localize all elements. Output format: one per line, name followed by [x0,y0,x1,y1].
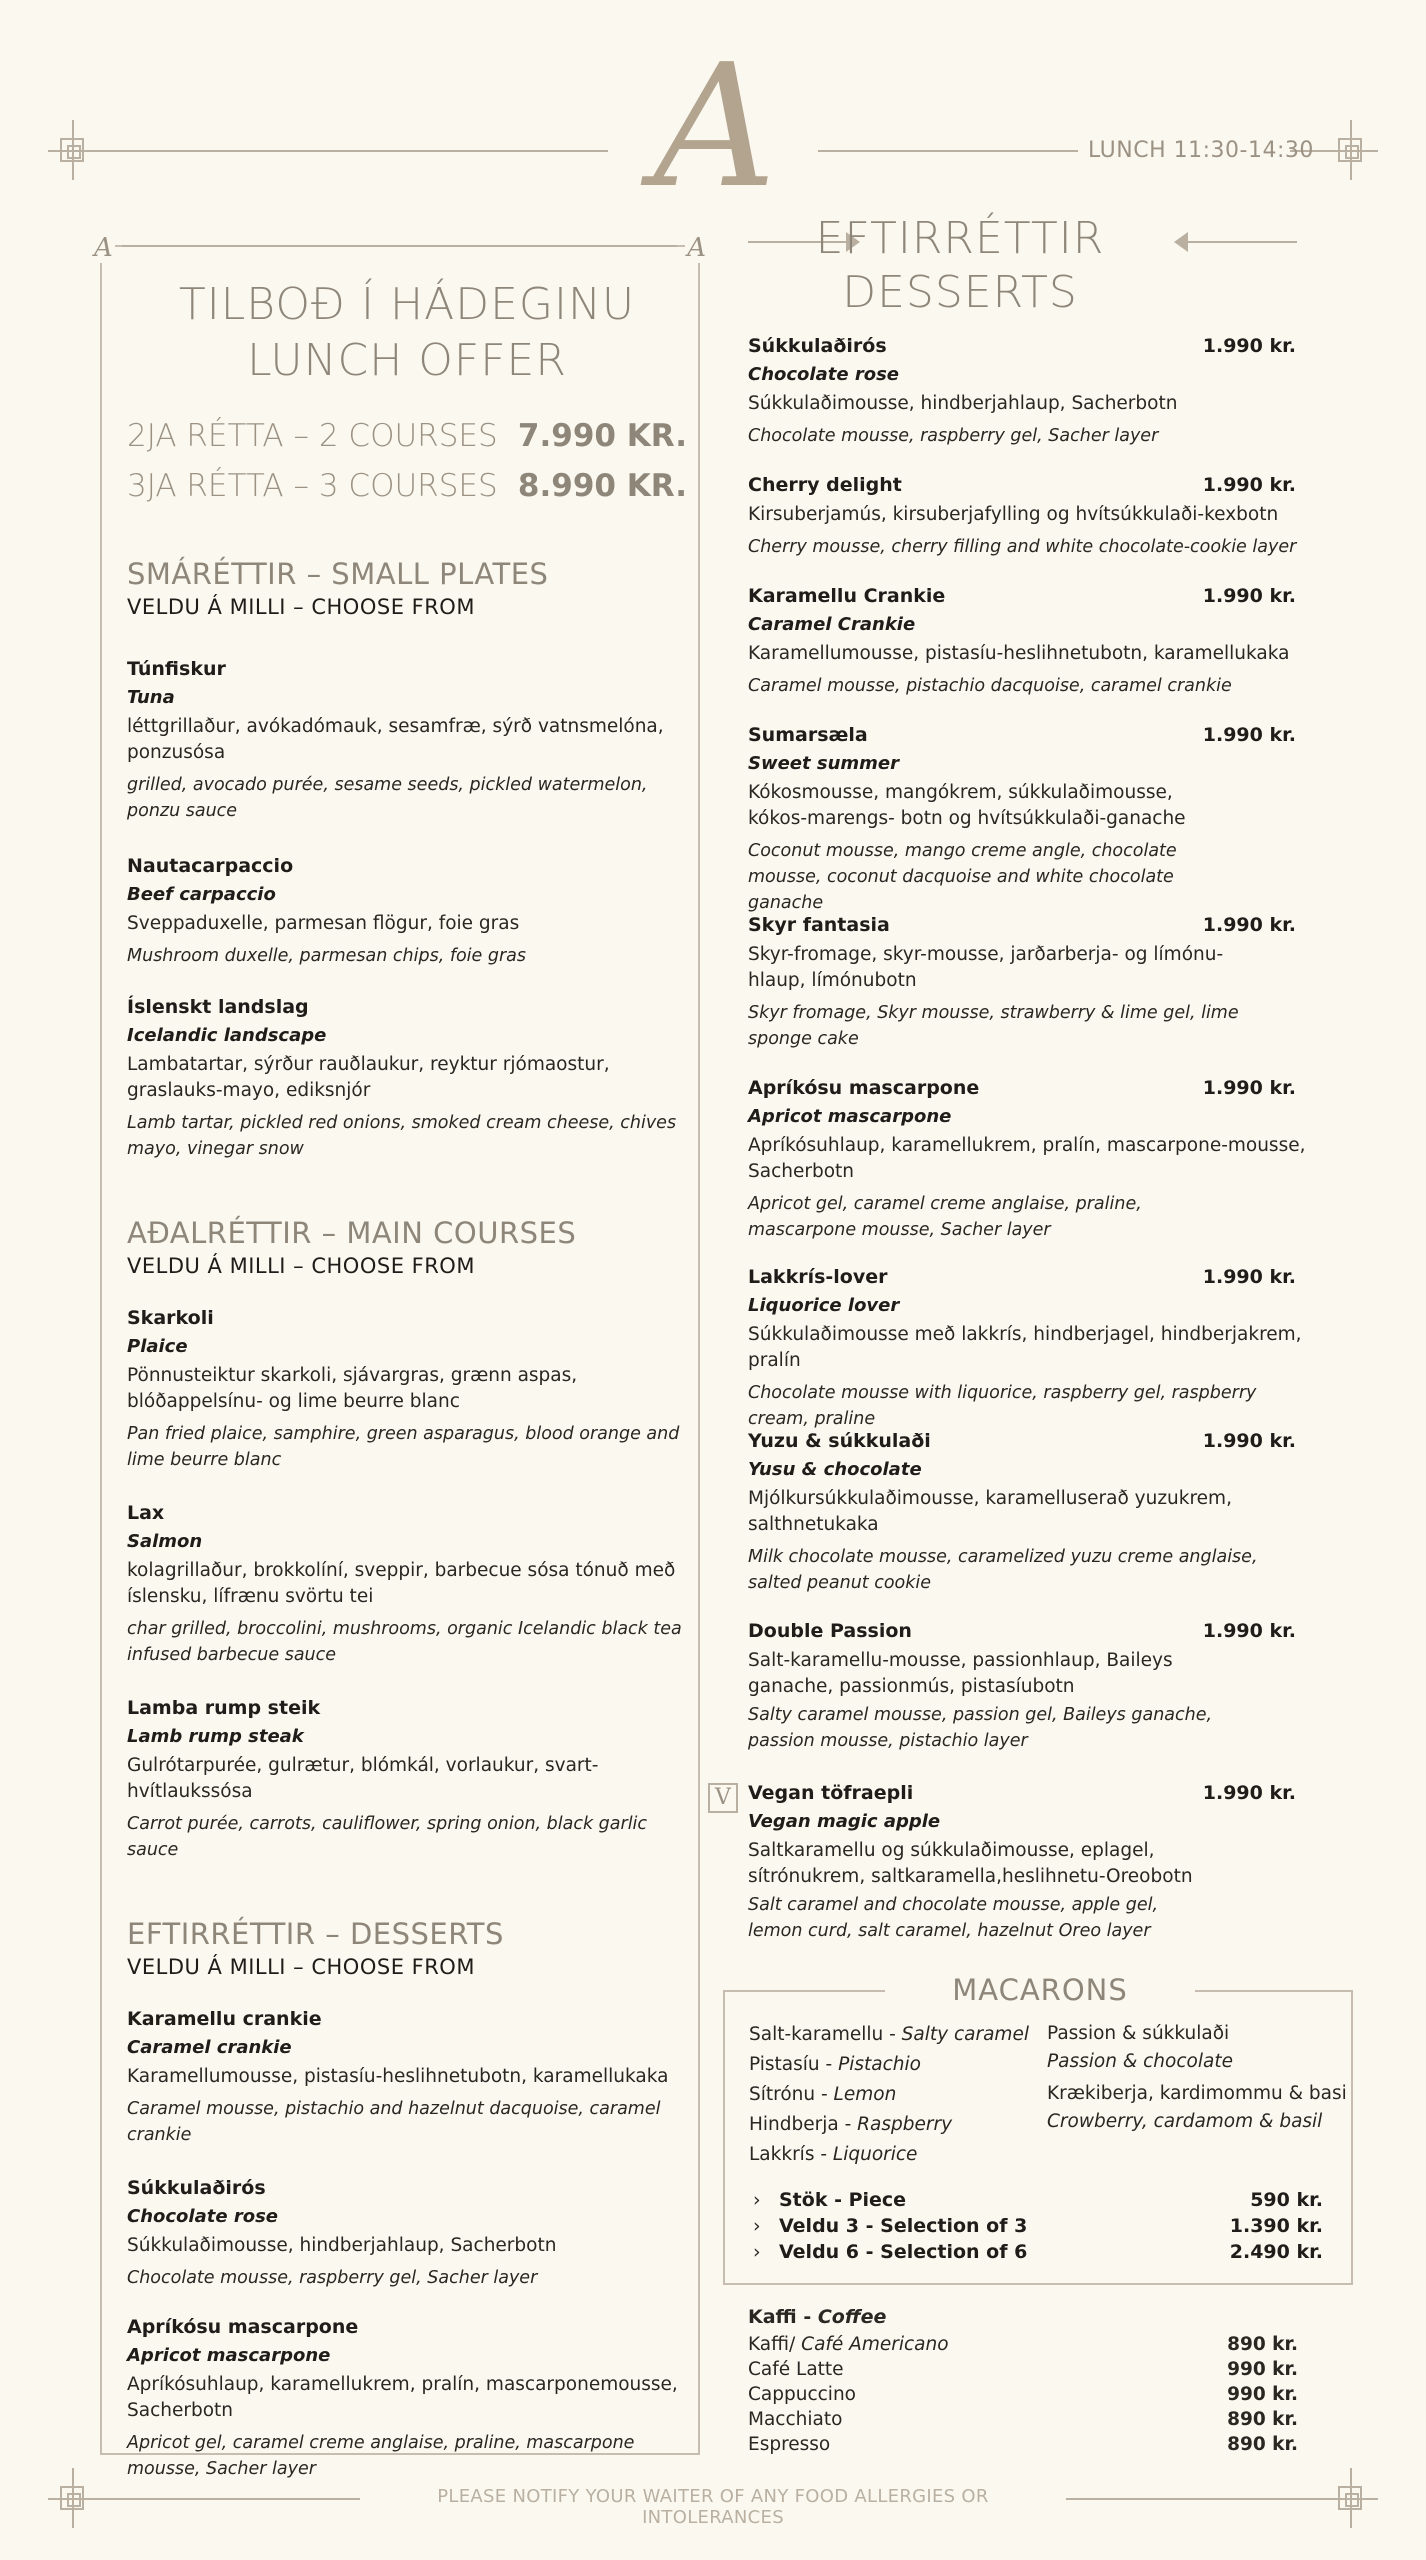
dish-desc: Saltkaramellu og súkkulaðimousse, eplagel, sítrónukrem, saltkaramella,heslihnetu-Oreobotn [748,1840,1193,1887]
dish-item [127,1304,687,1473]
price-option-two-courses [127,411,687,461]
dish-en-name: Apricot mascarpone [748,1106,952,1127]
coffee-title-en: Coffee [817,2306,887,2328]
dish-name: Skarkoli [127,1307,214,1329]
flavour-en: Liquorice [832,2144,918,2165]
dish-desc: Lambatartar, sýrður rauðlaukur, reyktur rjómaostur, graslauks-mayo, ediksnjór [127,1054,610,1101]
dish-en-desc: Apricot gel, caramel creme anglaise, praline, mascarpone mousse, Sacher layer [127,2433,635,2479]
price-value: 590 kr. [1250,2189,1323,2211]
chevron-right-icon: › [753,2241,761,2263]
coffee-item [748,2332,1298,2357]
dish-en-desc: Pan fried plaice, samphire, green asparagus, blood orange and lime beurre blanc [127,1424,680,1470]
coffee-item [748,2432,1298,2457]
flavour-is: Passion & súkkulaði [1047,2023,1230,2044]
flavour-en: Salty caramel [901,2024,1029,2045]
dessert-item [748,471,1318,560]
dish-desc: Apríkósuhlaup, karamellukrem, pralín, mascarpone-mousse, Sacherbotn [748,1135,1306,1182]
dish-name: Karamellu crankie [127,2008,322,2030]
flavour-is: Krækiberja, kardimommu & basi [1047,2083,1347,2104]
dish-name: Apríkósu mascarpone [748,1077,980,1099]
dish-price: 1.990 kr. [1202,724,1296,746]
dish-en-desc: Skyr fromage, Skyr mousse, strawberry & lime gel, lime sponge cake [748,1003,1239,1049]
coffee-price: 990 kr. [1227,2359,1298,2380]
dish-price: 1.990 kr. [1202,1077,1296,1099]
dish-en-name: Plaice [127,1336,188,1357]
lunch-offer-title-en: LUNCH OFFER [247,335,567,386]
coffee-price: 890 kr. [1227,2334,1298,2355]
dish-en-desc: Mushroom duxelle, parmesan chips, foie gras [127,946,527,966]
dish-item [127,2313,687,2482]
dish-en-name: Caramel crankie [127,2037,292,2058]
flavour-separator: - [814,2144,833,2165]
flavour-separator: - [819,2054,839,2075]
dish-en-desc: grilled, avocado purée, sesame seeds, pickled watermelon, ponzu sauce [127,775,648,821]
coffee-name: Kaffi/ [748,2334,796,2355]
dish-en-name: Beef carpaccio [127,884,276,905]
lunch-offer-title-is: TILBOÐ Í HÁDEGINU [178,279,636,330]
dish-en-desc: Chocolate mousse with liquorice, raspberry gel, raspberry cream, praline [748,1383,1257,1429]
flavour-is: Pistasíu [749,2054,820,2075]
dish-item [127,1499,687,1668]
dish-en-desc: Carrot purée, carrots, cauliflower, spring onion, black garlic sauce [127,1814,648,1860]
dish-desc: Súkkulaðimousse með lakkrís, hindberjagel, hindberjakrem, pralín [748,1324,1302,1371]
macaron-flavour [749,2020,1029,2050]
flavour-is: Sítrónu [749,2084,816,2105]
arrow-left-icon [1174,232,1188,252]
dessert-item [748,1427,1318,1596]
dish-en-desc: Apricot gel, caramel creme anglaise, praline, mascarpone mousse, Sacher layer [748,1194,1142,1240]
macaron-flavour [749,2110,1029,2140]
flavour-separator: - [838,2114,858,2135]
price-option-label: 3JA RÉTTA – 3 COURSES [127,468,498,504]
price-option-label: 2JA RÉTTA – 2 COURSES [127,418,498,454]
dish-en-name: Sweet summer [748,753,900,774]
main-courses-heading: AÐALRÉTTIR – MAIN COURSES [127,1216,577,1250]
chevron-right-icon: › [753,2189,761,2211]
dessert-item [748,332,1318,449]
dish-name: Lakkrís-lover [748,1266,888,1288]
dish-price: 1.990 kr. [1202,1430,1296,1452]
price-label: Veldu 3 - Selection of 3 [779,2215,1028,2237]
dish-en-name: Liquorice lover [748,1295,900,1316]
dish-en-desc: Salty caramel mousse, passion gel, Baileys ganache, passion mousse, pistachio layer [748,1705,1213,1751]
header-rule-right [818,150,1078,152]
dish-desc: léttgrillaður, avókadómauk, sesamfræ, sýrð vatnsmelóna, ponzusósa [127,716,664,763]
dish-item [127,2005,687,2148]
desserts-title [810,212,1110,320]
dish-en-desc: Salt caramel and chocolate mousse, apple gel, lemon curd, salt caramel, hazelnut Oreo layer [748,1895,1159,1941]
coffee-name: Cappuccino [748,2384,856,2405]
flavour-en: Lemon [833,2084,897,2105]
dish-en-name: Caramel Crankie [748,614,916,635]
coffee-name: Café Latte [748,2359,844,2380]
dish-name: Karamellu Crankie [748,585,946,607]
macaron-flavour [749,2140,1029,2170]
dish-name: Íslenskt landslag [127,996,309,1018]
flavour-is: Salt-karamellu [749,2024,884,2045]
coffee-price: 890 kr. [1227,2409,1298,2430]
macaron-flavour [749,2050,1029,2080]
dish-name: Túnfiskur [127,658,226,680]
flavour-en: Raspberry [857,2114,953,2135]
dish-desc: Karamellumousse, pistasíu-heslihnetubotn, karamellukaka [127,2066,669,2087]
dish-name: Sumarsæla [748,724,868,746]
dish-desc: Karamellumousse, pistasíu-heslihnetubotn, karamellukaka [748,643,1290,664]
dish-item [127,993,687,1162]
coffee-section [748,2302,1298,2457]
dish-item [127,852,687,969]
dessert-item [748,721,1318,916]
dish-en-desc: Coconut mousse, mango creme angle, chocolate mousse, coconut dacquoise and white chocolate ganache [748,841,1177,913]
macaron-flavour [749,2080,1029,2110]
lunch-desserts-heading: EFTIRRÉTTIR – DESSERTS [127,1917,504,1951]
main-courses-sub: VELDU Á MILLI – CHOOSE FROM [127,1254,475,1278]
dish-desc: Apríkósuhlaup, karamellukrem, pralín, mascarponemousse, Sacherbotn [127,2374,678,2421]
dish-price: 1.990 kr. [1202,335,1296,357]
price-label: Veldu 6 - Selection of 6 [779,2241,1028,2263]
header-rule-left [48,150,608,152]
desserts-title-is: EFTIRRÉTTIR [815,213,1105,264]
dish-name: Cherry delight [748,474,902,496]
dish-price: 1.990 kr. [1202,1782,1296,1804]
dish-desc: kolagrillaður, brokkolíní, sveppir, barbecue sósa tónuð með íslensku, lífrænu svörtu tei [127,1560,676,1607]
dish-en-name: Yusu & chocolate [748,1459,922,1480]
coffee-title-is: Kaffi [748,2306,797,2328]
price-option-value: 7.990 KR. [517,418,687,454]
flavour-en-text: Crowberry, cardamom & basil [1047,2111,1323,2132]
dish-item [127,2174,687,2291]
dessert-item [748,1263,1318,1432]
vegan-badge-icon: V [708,1783,738,1813]
flavour-en: Pistachio [838,2054,921,2075]
dish-name: Apríkósu mascarpone [127,2316,359,2338]
lunch-offer-panel [94,233,706,2479]
flavour-is: Lakkrís [749,2144,815,2165]
dish-name: Lamba rump steik [127,1697,321,1719]
dish-desc: Skyr-fromage, skyr-mousse, jarðarberja- og límónu-hlaup, límónubotn [748,944,1224,991]
dish-price: 1.990 kr. [1202,1266,1296,1288]
macarons-flavours-right [1047,2020,1347,2136]
price-label: Stök - Piece [779,2189,907,2211]
dish-desc: Salt-karamellu-mousse, passionhlaup, Baileys ganache, passionmús, pistasíubotn [748,1650,1173,1697]
lunch-desserts-sub: VELDU Á MILLI – CHOOSE FROM [127,1955,475,1979]
dish-desc: Sveppaduxelle, parmesan flögur, foie gras [127,913,520,934]
chevron-right-icon: › [753,2215,761,2237]
macarons-flavours-left [749,2020,1029,2170]
restaurant-logo: A [653,28,777,226]
dessert-item [748,582,1318,699]
flavour-en [1047,2048,1347,2076]
dish-desc: Súkkulaðimousse, hindberjahlaup, Sacherbotn [748,393,1178,414]
dish-en-desc: Cherry mousse, cherry filling and white chocolate-cookie layer [748,537,1297,557]
allergy-notice: PLEASE NOTIFY YOUR WAITER OF ANY FOOD ALLERGIES OR INTOLERANCES [437,2486,989,2528]
dish-name: Yuzu & súkkulaði [748,1430,931,1452]
coffee-name: Espresso [748,2434,831,2455]
footer-rule-right [1066,2498,1378,2500]
macarons-panel [723,1973,1353,2285]
dish-en-desc: Chocolate mousse, raspberry gel, Sacher layer [748,426,1159,446]
flavour-en-text: Passion & chocolate [1047,2051,1233,2072]
dish-en-name: Salmon [127,1531,203,1552]
flavour-is: Hindberja [749,2114,839,2135]
dish-en-name: Vegan magic apple [748,1811,941,1832]
dish-en-desc: Caramel mousse, pistachio and hazelnut dacquoise, caramel crankie [127,2099,661,2145]
macarons-title: MACARONS [885,1972,1195,2008]
dish-desc: Pönnusteiktur skarkoli, sjávargras, grænn aspas, blóðappelsínu- og lime beurre blanc [127,1365,578,1412]
lunch-hours: LUNCH 11:30-14:30 [1088,138,1314,163]
dish-en-desc: char grilled, broccolini, mushrooms, organic Icelandic black tea infused barbecue sauce [127,1619,682,1665]
dish-price: 1.990 kr. [1202,914,1296,936]
dish-en-desc: Chocolate mousse, raspberry gel, Sacher layer [127,2268,538,2288]
dish-en-desc: Caramel mousse, pistachio dacquoise, caramel crankie [748,676,1232,696]
dish-name: Nautacarpaccio [127,855,294,877]
panel-ornament-right: A [687,233,706,263]
coffee-price: 990 kr. [1227,2384,1298,2405]
dessert-item [748,1074,1318,1243]
footer-rule-left [48,2498,360,2500]
dessert-item [748,1617,1318,1754]
dish-price: 1.990 kr. [1202,1620,1296,1642]
coffee-title-separator: - [796,2306,818,2328]
dish-name: Vegan töfraepli [748,1782,914,1804]
dish-en-name: Apricot mascarpone [127,2345,331,2366]
coffee-name: Macchiato [748,2409,843,2430]
coffee-en-name: Café Americano [801,2334,949,2355]
macaron-price-row [753,2213,1323,2239]
dish-en-desc: Lamb tartar, pickled red onions, smoked cream cheese, chives mayo, vinegar snow [127,1113,677,1159]
dish-en-name: Chocolate rose [127,2206,278,2227]
coffee-item [748,2357,1298,2382]
desserts-title-en: DESSERTS [842,267,1078,318]
dish-desc: Mjólkursúkkulaðimousse, karamelluserað yuzukrem, salthnetukaka [748,1488,1232,1535]
coffee-item [748,2407,1298,2432]
dish-name: Súkkulaðirós [748,335,887,357]
panel-top-rule [122,245,677,247]
dish-en-desc: Milk chocolate mousse, caramelized yuzu creme anglaise, salted peanut cookie [748,1547,1258,1593]
flavour-en [1047,2108,1347,2136]
dish-name: Double Passion [748,1620,912,1642]
dish-en-name: Tuna [127,687,175,708]
price-option-three-courses [127,461,687,511]
price-value: 1.390 kr. [1229,2215,1323,2237]
dish-name: Súkkulaðirós [127,2177,266,2199]
dish-en-name: Icelandic landscape [127,1025,327,1046]
dish-item [127,655,687,824]
dish-desc: Súkkulaðimousse, hindberjahlaup, Sacherbotn [127,2235,557,2256]
macaron-price-row [753,2239,1323,2265]
dish-name: Lax [127,1502,165,1524]
coffee-item [748,2382,1298,2407]
dish-en-name: Lamb rump steak [127,1726,304,1747]
flavour-separator: - [883,2024,902,2045]
small-plates-sub: VELDU Á MILLI – CHOOSE FROM [127,595,475,619]
dish-desc: Kókosmousse, mangókrem, súkkulaðimousse, kókos-marengs- botn og hvítsúkkulaði-ganache [748,782,1186,829]
coffee-price: 890 kr. [1227,2434,1298,2455]
small-plates-heading: SMÁRÉTTIR – SMALL PLATES [127,557,549,591]
coffee-title [748,2302,1298,2332]
dish-desc: Gulrótarpurée, gulrætur, blómkál, vorlaukur, svart-hvítlaukssósa [127,1755,599,1802]
dish-price: 1.990 kr. [1202,474,1296,496]
dish-en-name: Chocolate rose [748,364,899,385]
price-value: 2.490 kr. [1229,2241,1323,2263]
dessert-item [748,1779,1318,1944]
flavour-separator: - [815,2084,834,2105]
desserts-arrow-right [1185,241,1297,243]
dessert-item [748,911,1318,1052]
price-option-value: 8.990 KR. [517,468,687,504]
dish-item [127,1694,687,1863]
panel-ornament-left: A [94,233,113,263]
macaron-price-row [753,2187,1323,2213]
dish-name: Skyr fantasia [748,914,890,936]
dish-desc: Kirsuberjamús, kirsuberjafylling og hvítsúkkulaði-kexbotn [748,504,1279,525]
dish-price: 1.990 kr. [1202,585,1296,607]
